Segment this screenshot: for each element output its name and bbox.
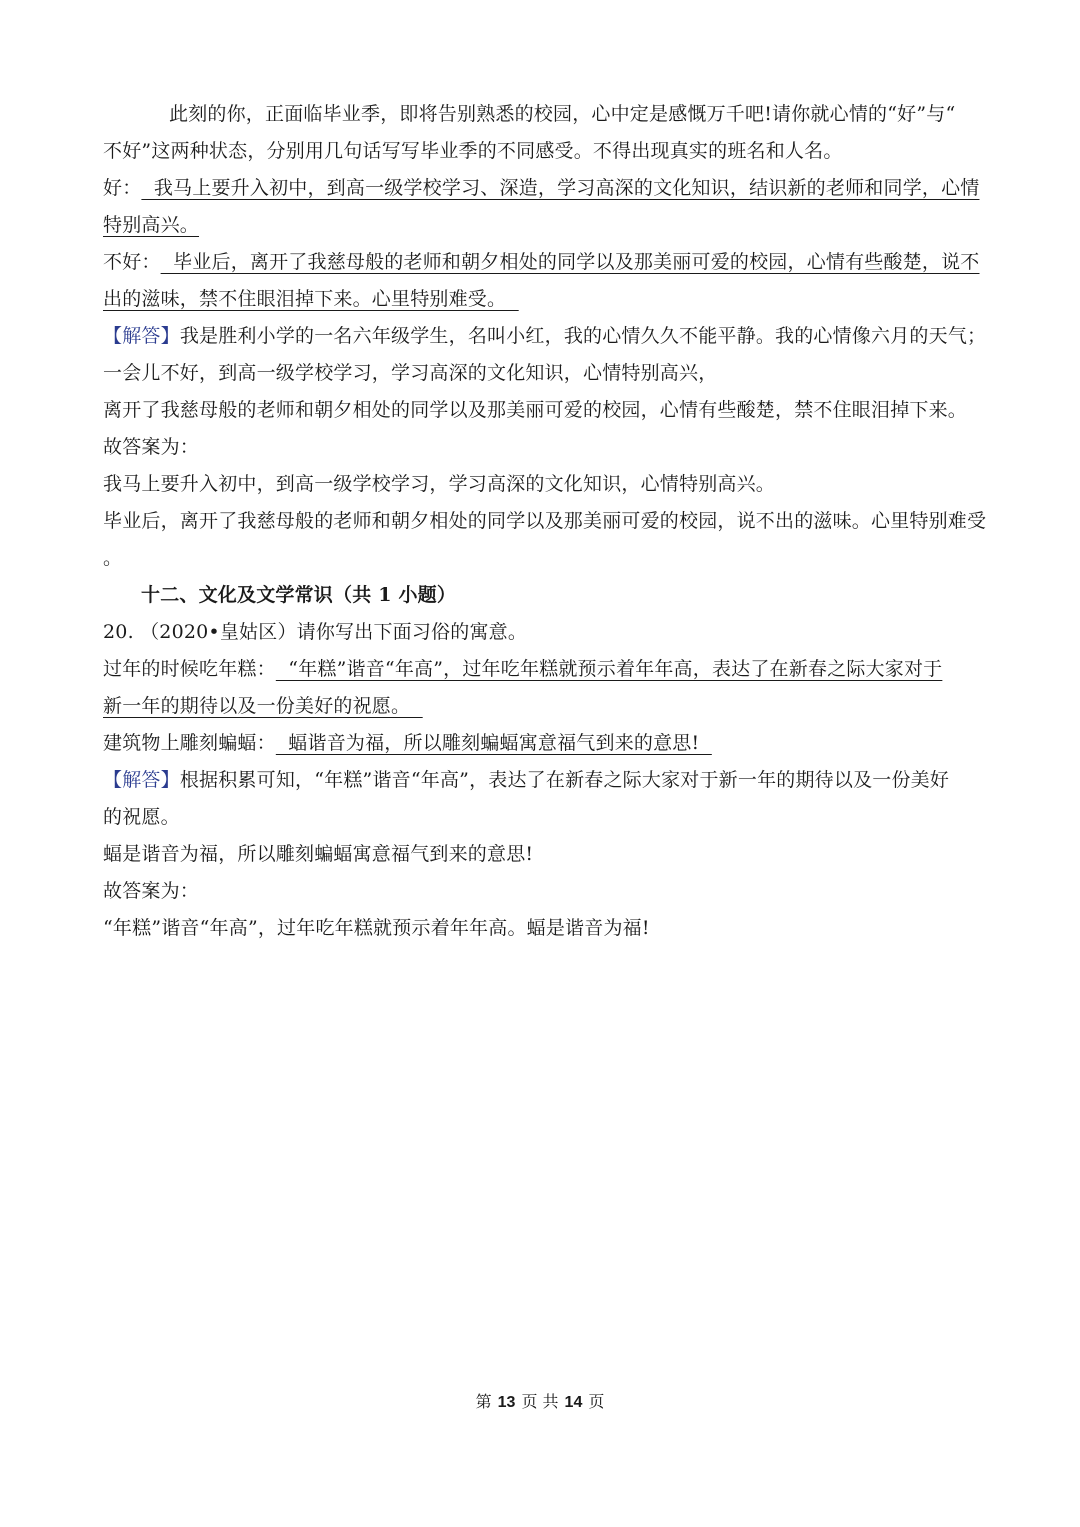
footer-prefix: 第 [475, 1392, 492, 1411]
solution-tag: 【解答】 [103, 325, 180, 347]
section-heading: 十二、文化及文学常识（共 1 小题） [141, 584, 457, 606]
final-answer-line-3: 。 [103, 547, 123, 569]
cake-answer-line-1 [103, 651, 979, 688]
so-answer-label: 故答案为： [103, 436, 200, 458]
good-answer-line-1 [103, 170, 979, 207]
solution-20-line-3: 蝠是谐音为福，所以雕刻蝙蝠寓意福气到来的意思! [103, 843, 534, 865]
bad-answer-text: 毕业后，离开了我慈母般的老师和朝夕相处的同学以及那美丽可爱的校园，心情有些酸楚，说不 [160, 251, 980, 273]
final-answer-line-2: 毕业后，离开了我慈母般的老师和朝夕相处的同学以及那美丽可爱的校园，说不出的滋味。心里特别难受 [103, 510, 987, 532]
page-footer [0, 1389, 1080, 1412]
solution-line-2: 一会儿不好，到高一级学校学习，学习高深的文化知识，心情特别高兴， [103, 362, 718, 384]
bad-answer-line-2 [103, 281, 979, 318]
good-answer-text: 我马上要升入初中，到高一级学校学习、深造，学习高深的文化知识，结识新的老师和同学，心情 [141, 177, 980, 199]
solution-20-line-2: 的祝愿。 [103, 806, 180, 828]
question-prompt-line-1: 此刻的你，正面临毕业季，即将告别熟悉的校园，心中定是感慨万千吧!请你就心情的“好”与“ [169, 103, 956, 125]
solution-line-3: 离开了我慈母般的老师和朝夕相处的同学以及那美丽可爱的校园，心情有些酸楚，禁不住眼泪掉下来。 [103, 399, 968, 421]
bat-label: 建筑物上雕刻蝙蝠： [103, 732, 276, 754]
question-20-line [103, 614, 979, 651]
cake-answer-text-cont: 新一年的期待以及一份美好的祝愿。 [103, 695, 423, 717]
solution-text: 根据积累可知，“年糕”谐音“年高”，表达了在新春之际大家对于新一年的期待以及一份美好 [179, 769, 950, 791]
final-answer-line-1: 我马上要升入初中，到高一级学校学习，学习高深的文化知识，心情特别高兴。 [103, 473, 776, 495]
cake-answer-text: “年糕”谐音“年高”，过年吃年糕就预示着年年高，表达了在新春之际大家对于 [275, 658, 943, 680]
current-page-number: 13 [497, 1394, 516, 1411]
so-answer-label-20: 故答案为： [103, 880, 200, 902]
final-answer-20: “年糕”谐音“年高”，过年吃年糕就预示着年年高。蝠是谐音为福! [103, 917, 650, 939]
cake-label: 过年的时候吃年糕： [103, 658, 276, 680]
bad-answer-line-1 [103, 244, 979, 281]
footer-mid: 页 共 [521, 1392, 559, 1411]
solution-line-1 [103, 318, 987, 355]
bat-answer-text: 蝠谐音为福，所以雕刻蝙蝠寓意福气到来的意思! [275, 732, 712, 754]
bad-answer-text-cont: 出的滋味，禁不住眼泪掉下来。心里特别难受。 [103, 288, 519, 310]
total-page-number: 14 [564, 1394, 583, 1411]
bat-answer-line [103, 725, 979, 762]
bad-label: 不好： [103, 251, 161, 273]
cake-answer-line-2 [103, 688, 979, 725]
good-answer-text-cont: 特别高兴。 [103, 214, 200, 236]
solution-20-line-1 [103, 762, 979, 799]
question-prompt: 请你写出下面习俗的寓意。 [296, 621, 528, 643]
question-prompt-line-2: 不好”这两种状态，分别用几句话写写毕业季的不同感受。不得出现真实的班名和人名。 [103, 140, 843, 162]
solution-text: 我是胜利小学的一名六年级学生，名叫小红，我的心情久久不能平静。我的心情像六月的天气； [179, 325, 987, 347]
document-page [103, 96, 987, 947]
footer-suffix: 页 [588, 1392, 605, 1411]
good-answer-line-2 [103, 207, 979, 244]
good-label: 好： [103, 177, 142, 199]
question-number: 20. [103, 621, 134, 643]
question-source: （2020•皇姑区） [140, 621, 297, 643]
solution-tag: 【解答】 [103, 769, 180, 791]
